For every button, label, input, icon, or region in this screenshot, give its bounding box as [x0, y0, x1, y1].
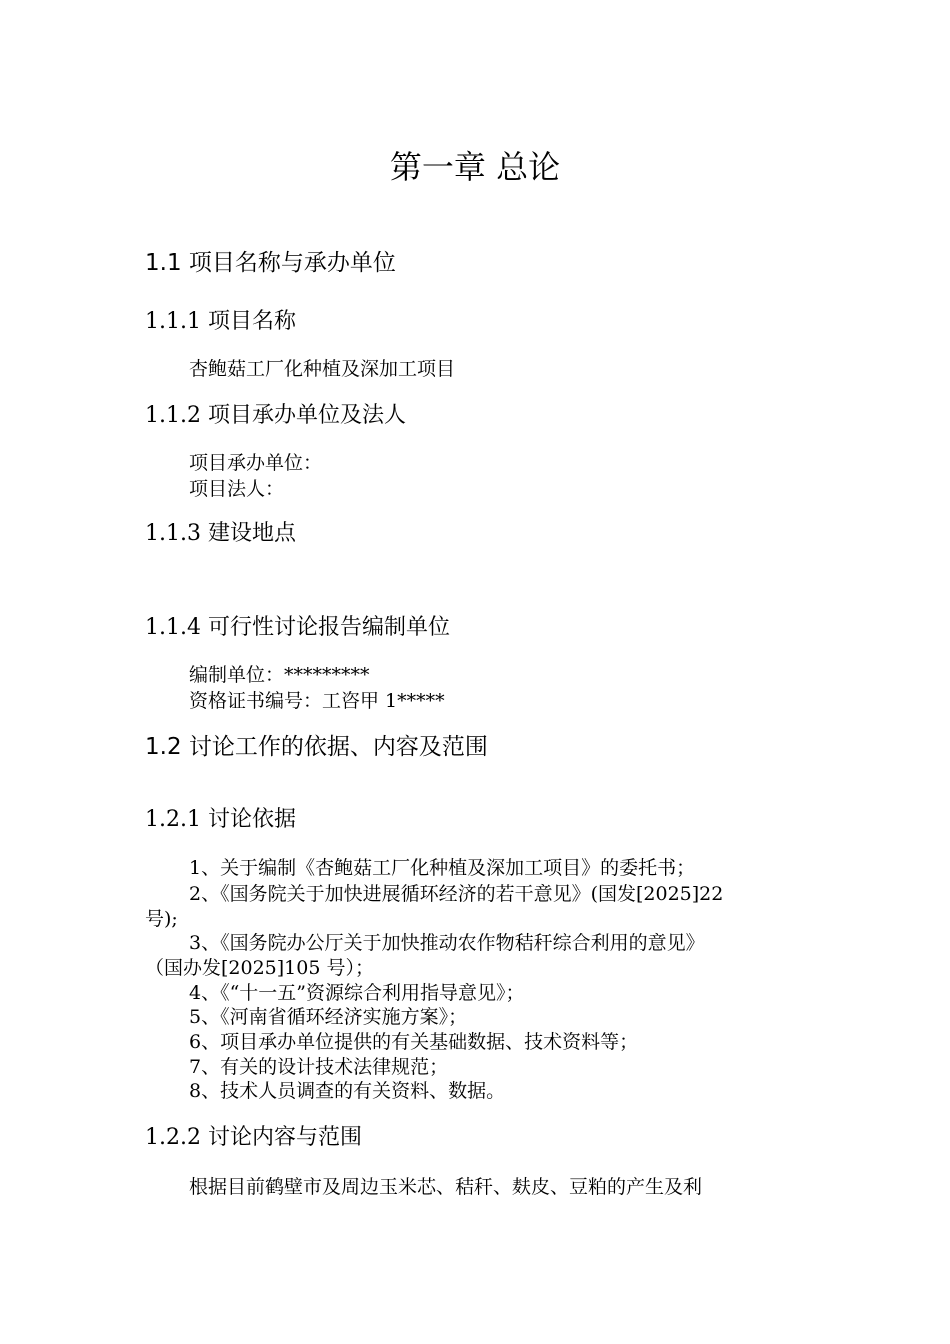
basis-list-item-continuation: 号);	[145, 908, 178, 930]
project-unit-label: 项目承办单位：	[189, 452, 323, 474]
subsection-heading-1-1-1: 1.1.1 项目名称	[145, 309, 296, 334]
subsection-heading-1-1-2: 1.1.2 项目承办单位及法人	[145, 403, 406, 428]
basis-list-item-continuation: （国办发[2025]105 号）；	[145, 957, 374, 979]
subsection-heading-1-1-4: 1.1.4 可行性讨论报告编制单位	[145, 615, 450, 640]
project-name-text: 杏鲍菇工厂化种植及深加工项目	[189, 358, 456, 380]
basis-list-item: 8、技术人员调查的有关资料、数据。	[189, 1080, 506, 1102]
basis-list-item: 2、《国务院关于加快进展循环经济的若干意见》(国发[2025]22	[189, 883, 724, 905]
project-legal-label: 项目法人：	[189, 478, 285, 500]
section-heading-1-2: 1.2 讨论工作的依据、内容及范围	[145, 734, 488, 760]
basis-list-item: 1、关于编制《杏鲍菇工厂化种植及深加工项目》的委托书；	[189, 857, 696, 879]
subsection-heading-1-2-1: 1.2.1 讨论依据	[145, 807, 296, 832]
basis-list-item: 4、《“十一五”资源综合利用指导意见》；	[189, 982, 525, 1004]
certificate-number-text: 资格证书编号：工咨甲 1*****	[189, 690, 445, 712]
basis-list-item: 5、《河南省循环经济实施方案》；	[189, 1006, 468, 1028]
basis-list-item: 3、《国务院办公厅关于加快推动农作物秸秆综合利用的意见》	[189, 932, 705, 954]
chapter-title: 第一章 总论	[389, 148, 561, 186]
subsection-heading-1-2-2: 1.2.2 讨论内容与范围	[145, 1125, 362, 1150]
basis-list-item: 6、项目承办单位提供的有关基础数据、技术资料等；	[189, 1031, 639, 1053]
section-heading-1-1: 1.1 项目名称与承办单位	[145, 250, 396, 276]
compiling-unit-text: 编制单位：*********	[189, 664, 370, 686]
scope-paragraph: 根据目前鹤壁市及周边玉米芯、秸秆、麸皮、豆粕的产生及利	[189, 1176, 703, 1198]
subsection-heading-1-1-3: 1.1.3 建设地点	[145, 521, 296, 546]
basis-list-item: 7、有关的设计技术法律规范；	[189, 1056, 449, 1078]
